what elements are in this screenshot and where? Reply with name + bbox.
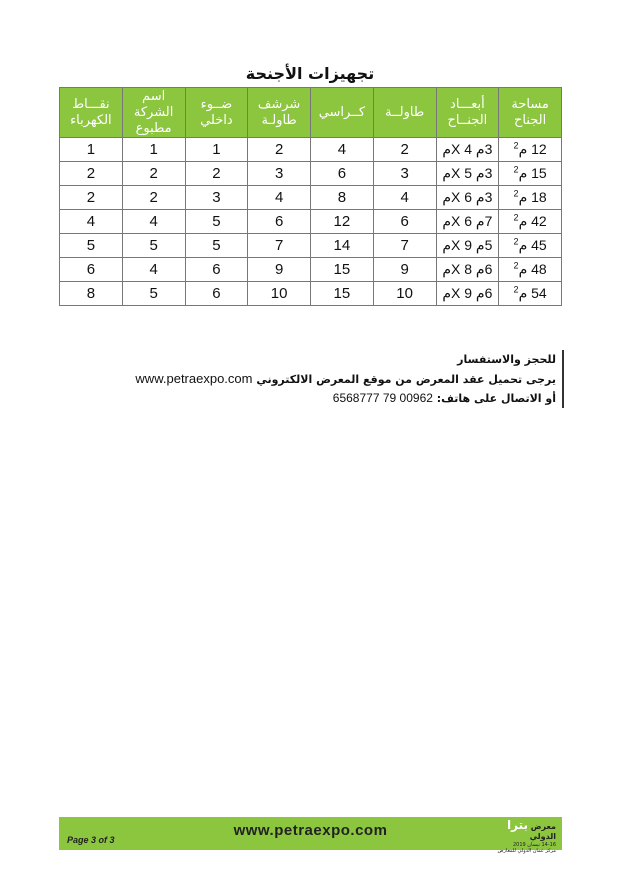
column-header-company-name [122,88,185,138]
cell-dim: 3م X 6م [436,186,499,210]
table-body [60,138,562,306]
cell-cloth: 9 [248,258,311,282]
column-header-line: الجنــاح [447,112,488,128]
contact-download-line [116,369,556,389]
cell-area [499,138,562,162]
cell-power: 2 [60,186,123,210]
area-unit: م [518,165,528,181]
contact-heading: للحجز والاستفسار [457,353,556,366]
cell-light: 6 [185,258,248,282]
phone-number: 00962 79 6568777 [332,391,433,405]
area-unit: م [518,213,528,229]
column-header-line: ضــوء [200,96,233,112]
page-number: Page 3 of 3 [67,835,115,845]
cell-cloth: 7 [248,234,311,258]
area-value: 48 [531,261,547,277]
cell-dim: 5م X 9م [436,234,499,258]
table-row [60,138,562,162]
cell-area [499,186,562,210]
cell-light: 1 [185,138,248,162]
contact-download-text: يرجى تحميل عقد المعرض من موقع المعرض الالكتروني [256,373,556,386]
cell-light: 2 [185,162,248,186]
cell-tables: 4 [373,186,436,210]
page-title: تجهيزات الأجنحة [245,64,375,83]
contact-phone-line [116,389,556,408]
area-value: 15 [531,165,547,181]
cell-area [499,162,562,186]
table-header-row [60,88,562,138]
cell-chairs: 8 [311,186,374,210]
cell-cloth: 3 [248,162,311,186]
column-header-line: الجناح [514,112,547,128]
table-row [60,210,562,234]
cell-dim: 7م X 6م [436,210,499,234]
cell-chairs: 6 [311,162,374,186]
cell-dim: 6م X 9م [436,282,499,306]
column-header-tablecloth [248,88,311,138]
table-row [60,162,562,186]
area-exponent: 2 [513,140,519,151]
column-header-dimensions [436,88,499,138]
cell-tables: 7 [373,234,436,258]
column-header-power [60,88,123,138]
logo-venue: مركز عمان الدولي للمعارض [497,848,556,854]
area-value: 45 [531,237,547,253]
cell-power: 1 [60,138,123,162]
table-row [60,258,562,282]
column-header-line: مطبوع [135,120,172,136]
area-value: 42 [531,213,547,229]
cell-dim: 3م X 5م [436,162,499,186]
logo-brand: بترا [507,818,528,832]
area-exponent: 2 [513,260,519,271]
cell-area [499,258,562,282]
cell-chairs: 14 [311,234,374,258]
area-value: 18 [531,189,547,205]
cell-power: 2 [60,162,123,186]
area-unit: م [518,261,528,277]
cell-area [499,282,562,306]
logo-dates: 14-16 نيسان 2019 [512,842,556,848]
column-header-line: كــراسي [318,104,366,120]
cell-power: 4 [60,210,123,234]
cell-light: 3 [185,186,248,210]
table-row [60,234,562,258]
column-header-line: أبعـــاد [450,96,485,112]
column-header-line: داخلي [200,112,233,128]
contact-block [116,350,564,408]
column-header-chairs [311,88,374,138]
cell-power: 6 [60,258,123,282]
column-header-line: طاولــة [385,104,425,120]
cell-tables: 9 [373,258,436,282]
footer-website[interactable]: www.petraexpo.com [233,822,388,839]
expo-logo [486,818,556,854]
cell-chairs: 12 [311,210,374,234]
column-header-line: الكهرباء [70,112,112,128]
area-unit: م [518,285,528,301]
area-unit: م [518,189,528,205]
area-exponent: 2 [513,188,519,199]
website-link[interactable]: www.petraexpo.com [135,371,253,386]
area-exponent: 2 [513,236,519,247]
area-exponent: 2 [513,164,519,175]
cell-area [499,210,562,234]
footer-bar [59,817,562,854]
column-header-line: مساحة [511,96,549,112]
column-header-line: الشركة [133,104,174,120]
logo-prefix: معرض [530,822,556,831]
cell-name: 2 [122,186,185,210]
cell-name: 4 [122,258,185,282]
column-header-line: اسم [142,88,166,104]
cell-power: 8 [60,282,123,306]
logo-suffix: الدولي [529,832,556,841]
cell-dim: 6م X 8م [436,258,499,282]
cell-name: 2 [122,162,185,186]
cell-power: 5 [60,234,123,258]
table-row [60,186,562,210]
cell-light: 5 [185,234,248,258]
contact-phone-label: أو الاتصال على هاتف: [436,392,556,405]
cell-name: 5 [122,282,185,306]
area-exponent: 2 [513,212,519,223]
cell-cloth: 4 [248,186,311,210]
cell-area [499,234,562,258]
area-unit: م [518,237,528,253]
cell-name: 4 [122,210,185,234]
cell-cloth: 6 [248,210,311,234]
cell-cloth: 2 [248,138,311,162]
cell-chairs: 15 [311,258,374,282]
booth-equipment-table [59,87,562,306]
cell-tables: 2 [373,138,436,162]
column-header-line: شرشف [257,96,301,112]
column-header-line: طاولـة [261,112,297,128]
table-row [60,282,562,306]
cell-tables: 10 [373,282,436,306]
area-value: 54 [531,285,547,301]
column-header-area [499,88,562,138]
cell-tables: 6 [373,210,436,234]
cell-chairs: 15 [311,282,374,306]
cell-cloth: 10 [248,282,311,306]
cell-light: 6 [185,282,248,306]
area-value: 12 [531,141,547,157]
cell-tables: 3 [373,162,436,186]
column-header-tables [373,88,436,138]
area-unit: م [518,141,528,157]
column-header-light [185,88,248,138]
cell-chairs: 4 [311,138,374,162]
cell-light: 5 [185,210,248,234]
cell-dim: 3م X 4م [436,138,499,162]
cell-name: 1 [122,138,185,162]
cell-name: 5 [122,234,185,258]
area-exponent: 2 [513,284,519,295]
column-header-line: نقـــاط [72,96,110,112]
